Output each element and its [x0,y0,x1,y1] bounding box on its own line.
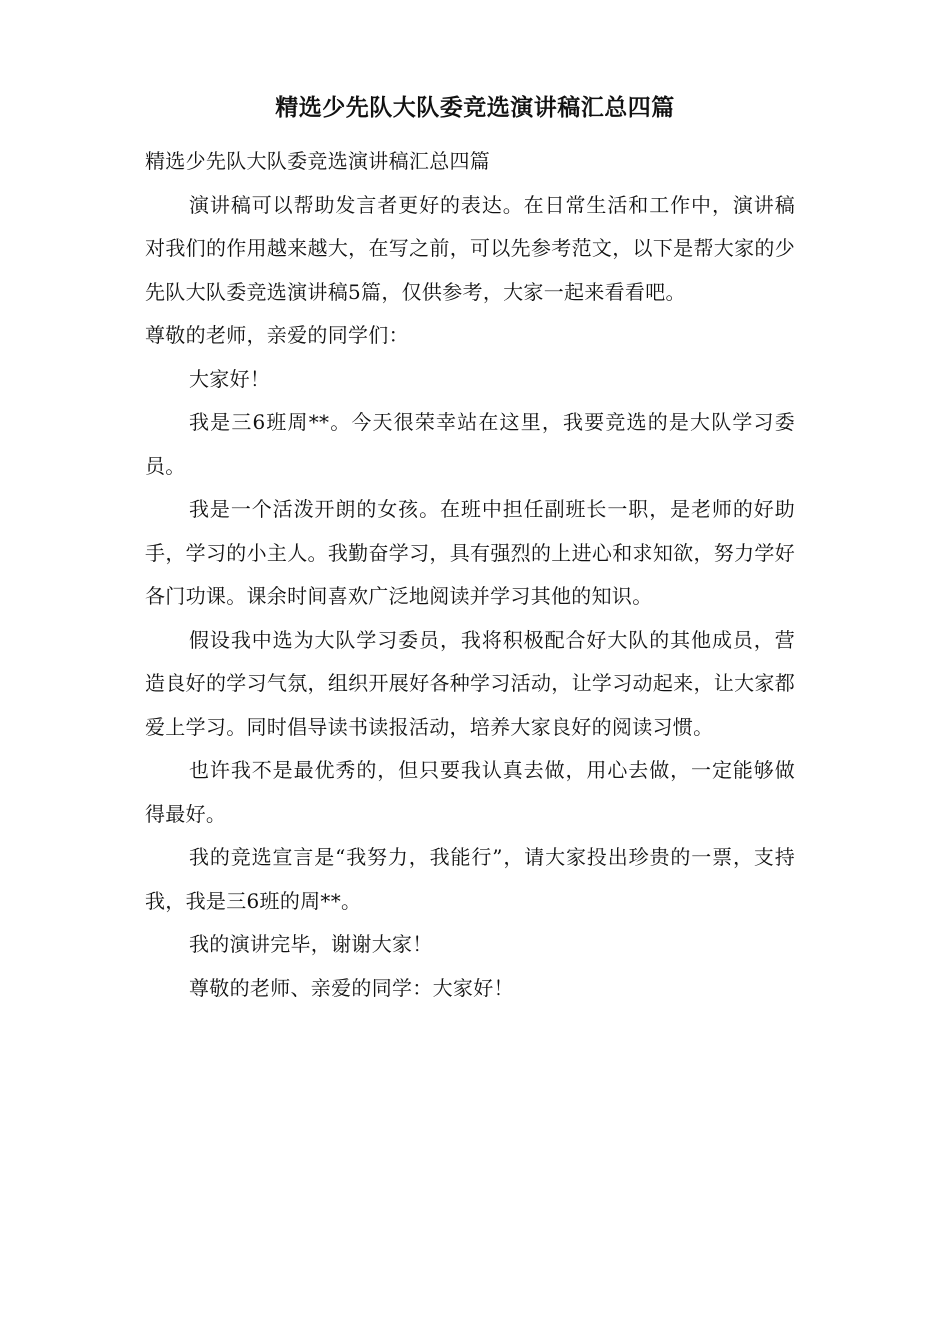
paragraph-intro: 演讲稿可以帮助发言者更好的表达。在日常生活和工作中，演讲稿对我们的作用越来越大，在写之前，可以先参考范文，以下是帮大家的少先队大队委竞选演讲稿5篇，仅供参考，大家一起来看看吧。 [145,192,795,304]
paragraph-greeting: 大家好！ [189,366,271,391]
document-body [145,140,795,1010]
document-title: 精选少先队大队委竞选演讲稿汇总四篇 [275,94,675,121]
paragraph-self-introduction: 我是三6班周**。今天很荣幸站在这里，我要竞选的是大队学习委员。 [145,410,795,478]
paragraph-second-speech-greeting: 尊敬的老师、亲爱的同学：大家好！ [189,975,514,1000]
paragraph-plan: 假设我中选为大队学习委员，我将积极配合好大队的其他成员，营造良好的学习气氛，组织开展好各种学习活动，让学习动起来，让大家都爱上学习。同时倡导读书读报活动，培养大家良好的阅读习惯。 [145,627,795,739]
paragraph-salutation: 尊敬的老师，亲爱的同学们： [145,323,409,347]
paragraph-personality: 我是一个活泼开朗的女孩。在班中担任副班长一职，是老师的好助手，学习的小主人。我勤奋学习，具有强烈的上进心和求知欲，努力学好各门功课。课余时间喜欢广泛地阅读并学习其他的知识。 [145,497,795,608]
paragraph-subtitle: 精选少先队大队委竞选演讲稿汇总四篇 [145,149,491,173]
paragraph-closing: 我的演讲完毕，谢谢大家！ [189,932,433,956]
paragraph-commitment: 也许我不是最优秀的，但只要我认真去做，用心去做，一定能够做得最好。 [145,758,795,826]
paragraph-slogan: 我的竞选宣言是“我努力，我能行”，请大家投出珍贵的一票，支持我，我是三6班的周**。 [145,845,795,913]
